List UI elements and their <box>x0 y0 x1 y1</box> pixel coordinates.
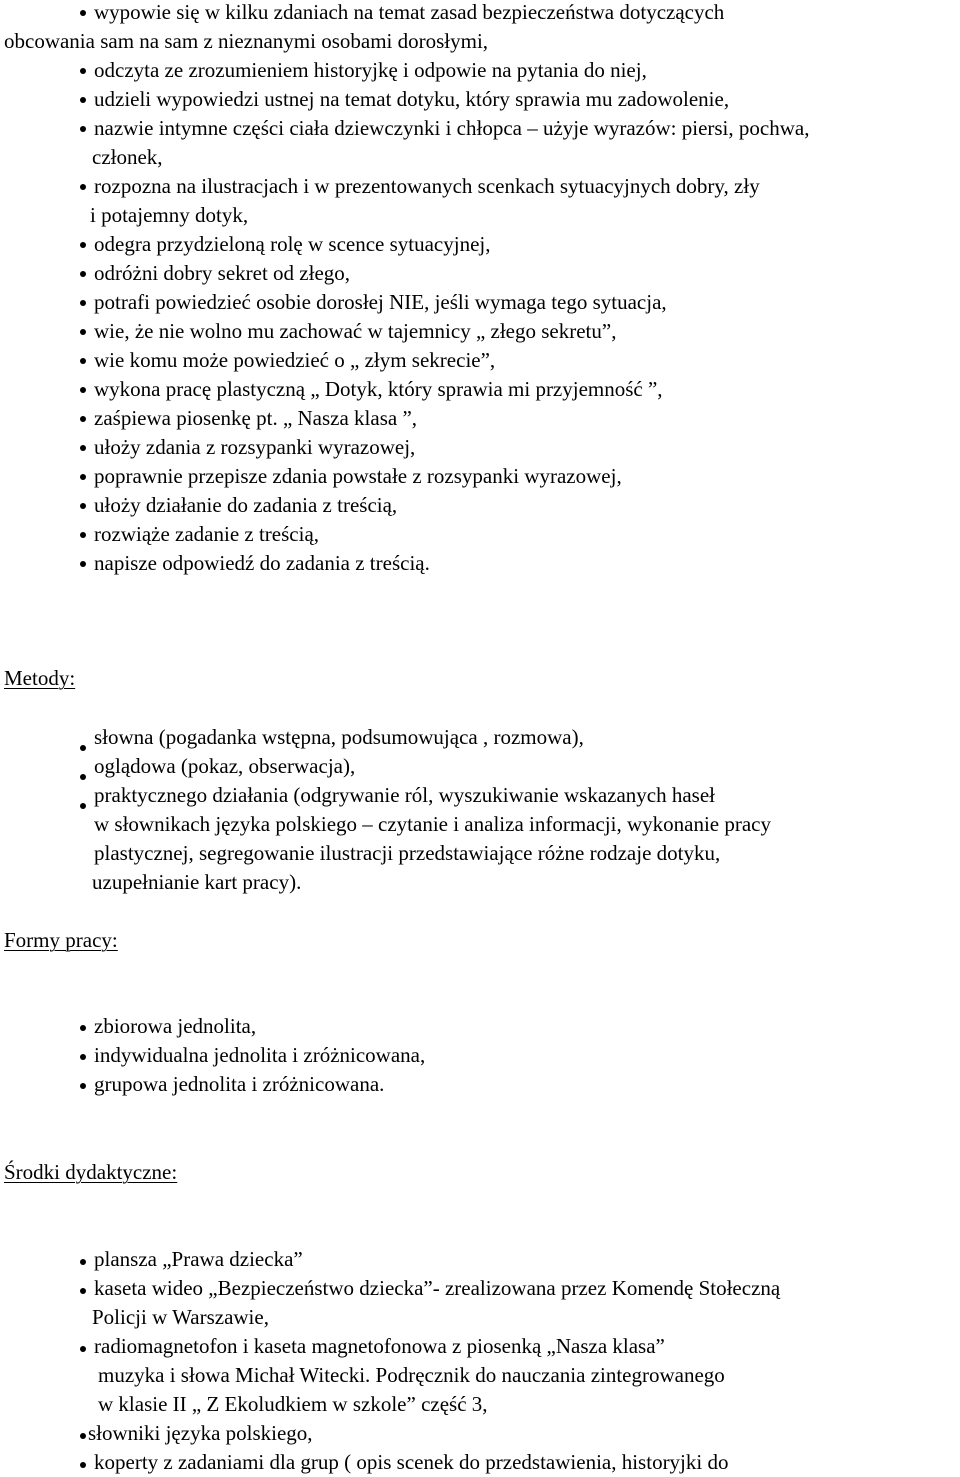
list-item: rozpozna na ilustracjach i w prezentowanych scenkach sytuacyjnych dobry, zły <box>94 174 760 198</box>
list-item: rozwiąże zadanie z treścią, <box>94 522 320 546</box>
forms-heading: Formy pracy: <box>4 928 118 952</box>
list-item-continuation: plastycznej, segregowanie ilustracji przedstawiające różne rodzaje dotyku, <box>94 841 721 865</box>
list-item: radiomagnetofon i kaseta magnetofonowa z piosenką „Nasza klasa” <box>94 1334 665 1358</box>
list-item-continuation: i potajemny dotyk, <box>90 203 249 227</box>
methods-heading: Metody: <box>4 666 76 690</box>
list-item: zaśpiewa piosenkę pt. „ Nasza klasa ”, <box>94 406 418 430</box>
list-item-continuation: członek, <box>92 145 163 169</box>
list-item: wie, że nie wolno mu zachować w tajemnicy „ złego sekretu”, <box>94 319 617 343</box>
list-item: napisze odpowiedź do zadania z treścią. <box>94 551 430 575</box>
bullet <box>80 561 86 567</box>
bullet <box>80 503 86 509</box>
list-item: praktycznego działania (odgrywanie ról, wyszukiwanie wskazanych haseł <box>94 783 716 807</box>
bullet <box>80 10 86 16</box>
bullet <box>80 97 86 103</box>
bullet <box>80 68 86 74</box>
list-item: kaseta wideo „Bezpieczeństwo dziecka”- zrealizowana przez Komendę Stołeczną <box>94 1276 781 1300</box>
list-item: ułoży zdania z rozsypanki wyrazowej, <box>94 435 416 459</box>
list-item-continuation: muzyka i słowa Michał Witecki. Podręcznik do nauczania zintegrowanego <box>98 1363 725 1387</box>
bullet <box>80 445 86 451</box>
bullet <box>80 387 86 393</box>
list-item: odróżni dobry sekret od złego, <box>94 261 351 285</box>
list-item-continuation: w klasie II „ Z Ekoludkiem w szkole” część 3, <box>98 1392 488 1416</box>
list-item: plansza „Prawa dziecka” <box>94 1247 303 1271</box>
bullet <box>80 184 86 190</box>
list-item-continuation: uzupełnianie kart pracy). <box>92 870 302 894</box>
bullet <box>80 1288 86 1294</box>
bullet <box>80 1259 86 1265</box>
list-item: grupowa jednolita i zróżnicowana. <box>94 1072 385 1096</box>
bullet <box>80 126 86 132</box>
list-item: poprawnie przepisze zdania powstałe z rozsypanki wyrazowej, <box>94 464 622 488</box>
bullet <box>80 242 86 248</box>
list-item: wykona pracę plastyczną „ Dotyk, który sprawia mi przyjemność ”, <box>94 377 663 401</box>
list-item: udzieli wypowiedzi ustnej na temat dotyku, który sprawia mu zadowolenie, <box>94 87 730 111</box>
bullet <box>80 1054 86 1060</box>
list-item: zbiorowa jednolita, <box>94 1014 257 1038</box>
list-item: słowna (pogadanka wstępna, podsumowująca , rozmowa), <box>94 725 584 749</box>
bullet <box>80 416 86 422</box>
list-item-continuation: obcowania sam na sam z nieznanymi osobami dorosłymi, <box>4 29 489 53</box>
bullet <box>80 1433 86 1439</box>
list-item: ułoży działanie do zadania z treścią, <box>94 493 398 517</box>
bullet <box>80 358 86 364</box>
list-item: odegra przydzieloną rolę w scence sytuacyjnej, <box>94 232 491 256</box>
bullet <box>80 271 86 277</box>
list-item: wypowie się w kilku zdaniach na temat zasad bezpieczeństwa dotyczących <box>94 0 725 24</box>
bullet <box>80 329 86 335</box>
list-item-continuation: w słownikach języka polskiego – czytanie i analiza informacji, wykonanie pracy <box>94 812 772 836</box>
list-item: wie komu może powiedzieć o „ złym sekrecie”, <box>94 348 496 372</box>
list-item: indywidualna jednolita i zróżnicowana, <box>94 1043 426 1067</box>
bullet <box>80 532 86 538</box>
bullet <box>80 1462 86 1468</box>
bullet <box>80 474 86 480</box>
bullet <box>80 774 86 780</box>
list-item: koperty z zadaniami dla grup ( opis scenek do przedstawienia, historyjki do <box>94 1450 729 1474</box>
list-item: słowniki języka polskiego, <box>88 1421 313 1445</box>
list-item-continuation: Policji w Warszawie, <box>92 1305 269 1329</box>
list-item: potrafi powiedzieć osobie dorosłej NIE, jeśli wymaga tego sytuacja, <box>94 290 667 314</box>
bullet <box>80 1025 86 1031</box>
list-item: oglądowa (pokaz, obserwacja), <box>94 754 356 778</box>
list-item: nazwie intymne części ciała dziewczynki i chłopca – użyje wyrazów: piersi, pochwa, <box>94 116 810 140</box>
bullet <box>80 745 86 751</box>
aids-heading: Środki dydaktyczne: <box>4 1160 178 1184</box>
bullet <box>80 1346 86 1352</box>
bullet <box>80 803 86 809</box>
bullet <box>80 300 86 306</box>
bullet <box>80 1083 86 1089</box>
list-item: odczyta ze zrozumieniem historyjkę i odpowie na pytania do niej, <box>94 58 647 82</box>
